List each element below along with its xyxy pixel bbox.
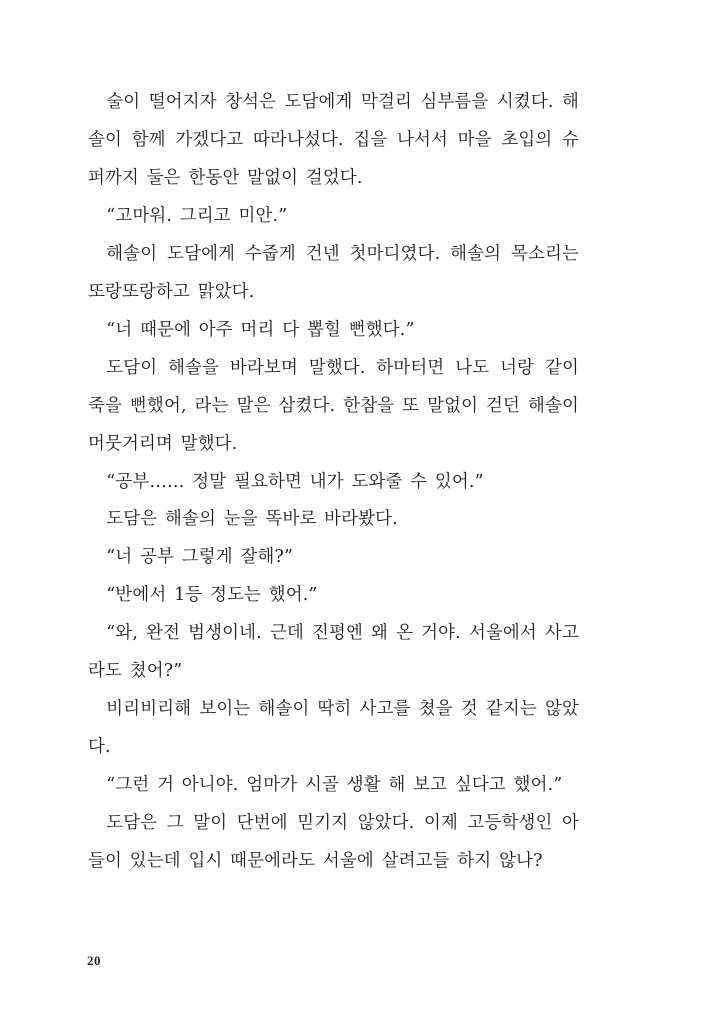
paragraph-narration: 도담이 해솔을 바라보며 말했다. 하마터면 나도 너랑 같이 죽을 뻔했어, 라는 말은 삼켰다. 한참을 또 말없이 걷던 해솔이 머뭇거리며 말했다. xyxy=(88,357,579,454)
page-number: 20 xyxy=(87,953,101,968)
paragraph-narration: 해솔이 도담에게 수줍게 건넨 첫마디였다. 해솔의 목소리는 또랑또랑하고 맑았다. xyxy=(88,243,579,302)
paragraph-narration: 비리비리해 보이는 해솔이 딱히 사고를 쳤을 것 같지는 않았다. xyxy=(88,699,579,758)
paragraph-dialogue: “너 공부 그렇게 잘해?” xyxy=(106,547,294,568)
paragraph-dialogue: “너 때문에 아주 머리 다 뽑힐 뻔했다.” xyxy=(106,319,415,340)
paragraph-dialogue: “반에서 1등 정도는 했어.” xyxy=(106,585,318,606)
paragraph-dialogue: “고마워. 그리고 미안.” xyxy=(106,205,288,226)
paragraph-narration: 도담은 해솔의 눈을 똑바로 바라봤다. xyxy=(106,509,398,530)
paragraph-dialogue: “공부…… 정말 필요하면 내가 도와줄 수 있어.” xyxy=(106,471,484,492)
book-page-body xyxy=(88,84,579,881)
paragraph-narration: 도담은 그 말이 단번에 믿기지 않았다. 이제 고등학생인 아들이 있는데 입시 때문에라도 서울에 살려고들 하지 않나? xyxy=(88,813,579,872)
paragraph-dialogue: “그런 거 아니야. 엄마가 시골 생활 해 보고 싶다고 했어.” xyxy=(106,775,563,796)
paragraph-narration: 술이 떨어지자 창석은 도담에게 막걸리 심부름을 시켰다. 해솔이 함께 가겠다고 따라나섰다. 집을 나서서 마을 초입의 슈퍼까지 둘은 한동안 말없이 걸었다. xyxy=(88,92,579,188)
paragraph-dialogue: “와, 완전 범생이네. 근데 진평엔 왜 온 거야. 서울에서 사고라도 쳤어?” xyxy=(88,623,579,682)
